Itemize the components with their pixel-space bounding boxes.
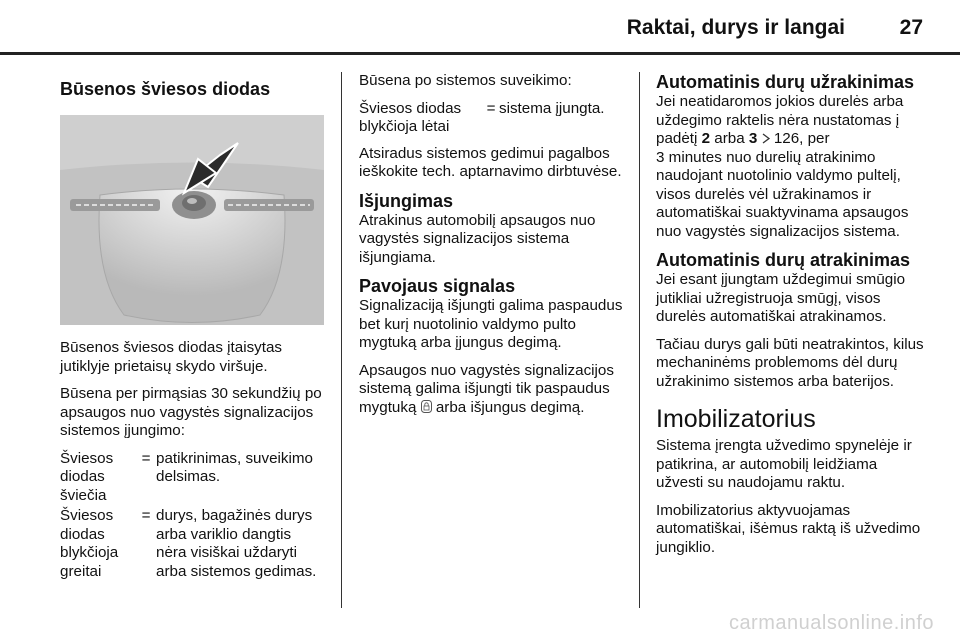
header-divider [0,52,960,55]
heading-auto-unlock: Automatinis durų atrakinimas [656,250,911,270]
dashboard-sensor-illustration [60,115,324,325]
page-reference-arrow-icon [762,130,770,147]
caption-led-location: Būsenos šviesos diodas įtaisytas jutiklyje prietaisų skydo viršuje. [60,339,283,375]
column-middle [359,72,623,426]
status-after-arming: Būsena po sistemos suveikimo: [359,72,572,89]
status-row [359,100,623,137]
status-desc: patikrinimas, suveikimo delsimas. [156,449,313,485]
column-left [60,72,324,583]
page-header [0,0,960,50]
status-term: Šviesos diodas šviečia [60,449,114,504]
paragraph-auto-unlock-2: Tačiau durys gali būti neatrakintos, kilus mechaninėms problemoms dėl durų užrakinimo sistemos arba baterijos. [656,335,924,390]
equals-sign: = [141,449,151,467]
status-desc: sistema įjungta. [499,99,605,117]
heading-auto-lock: Automatinis durų užrakinimas [656,72,915,92]
paragraph-immobiliser-2: Imobilizatorius aktyvuojamas automatiškai, išėmus raktą iš užvedimo jungiklio. [656,501,921,556]
status-row [60,450,324,506]
status-term: Šviesos diodas blykčioja lėtai [359,99,462,135]
heading-alarm: Pavojaus signalas [359,276,516,296]
watermark: carmanualsonline.info [728,612,934,634]
equals-sign: = [141,507,151,524]
column-divider [639,72,640,608]
section-title: Raktai, durys ir langai [626,16,845,39]
heading-immobiliser: Imobilizatorius [656,405,816,433]
paragraph-auto-unlock-1: Jei esant įjungtam uždegimui smūgio jutikliai užregistruoja smūgį, visos durelės automatiškai atrakinamos. [656,271,906,325]
lock-button-icon [421,399,432,416]
status-desc: durys, bagažinės durys arba variklio dangtis nėra visiškai uždaryti arba sistemos gedimas. [156,507,317,580]
paragraph-auto-lock: Jei neatidaromos jokios durelės arba uždegimo raktelis nėra nustatomas į padėtį 2 arba 3 126, per 3 minutes nuo durelių atrakinimo naudojant nuotolinio valdymo pultelį, visos durelės vėl užrakinamos ir automatiškai suaktyvinama apsaugos nuo vagystės signalizacijos sistema. [656,93,909,240]
heading-status-led: Būsenos šviesos diodas [60,79,271,99]
paragraph-deactivation: Atrakinus automobilį apsaugos nuo vagystės signalizacijos sistema išjungiama. [359,211,596,266]
column-right [656,72,924,566]
status-led-photo [60,115,324,325]
status-term: Šviesos diodas blykčioja greitai [60,507,119,580]
paragraph-immobiliser-1: Sistema įrengta užvedimo spynelėje ir patikrina, ar automobilį leidžiama užvesti su naudojamu raktu. [656,437,912,491]
equals-sign: = [486,99,496,117]
paragraph-alarm-1: Signalizaciją išjungti galima paspaudus bet kurį nuotolinio valdymo pulto mygtuką arba įjungus degimą. [359,297,623,351]
paragraph-alarm-2: Apsaugos nuo vagystės signalizacijos sistemą galima išjungti tik paspaudus mygtuką arba išjungus degimą. [359,361,614,416]
paragraph-fault: Atsiradus sistemos gedimui pagalbos ieškokite tech. aptarnavimo dirbtuvėse. [359,144,622,180]
heading-deactivation: Išjungimas [359,190,454,211]
status-row [60,507,324,581]
column-divider [341,72,342,608]
page-number: 27 [899,16,923,39]
caption-first-30s: Būsena per pirmąsias 30 sekundžių po apsaugos nuo vagystės signalizacijos sistemos įjungimo: [60,385,322,439]
